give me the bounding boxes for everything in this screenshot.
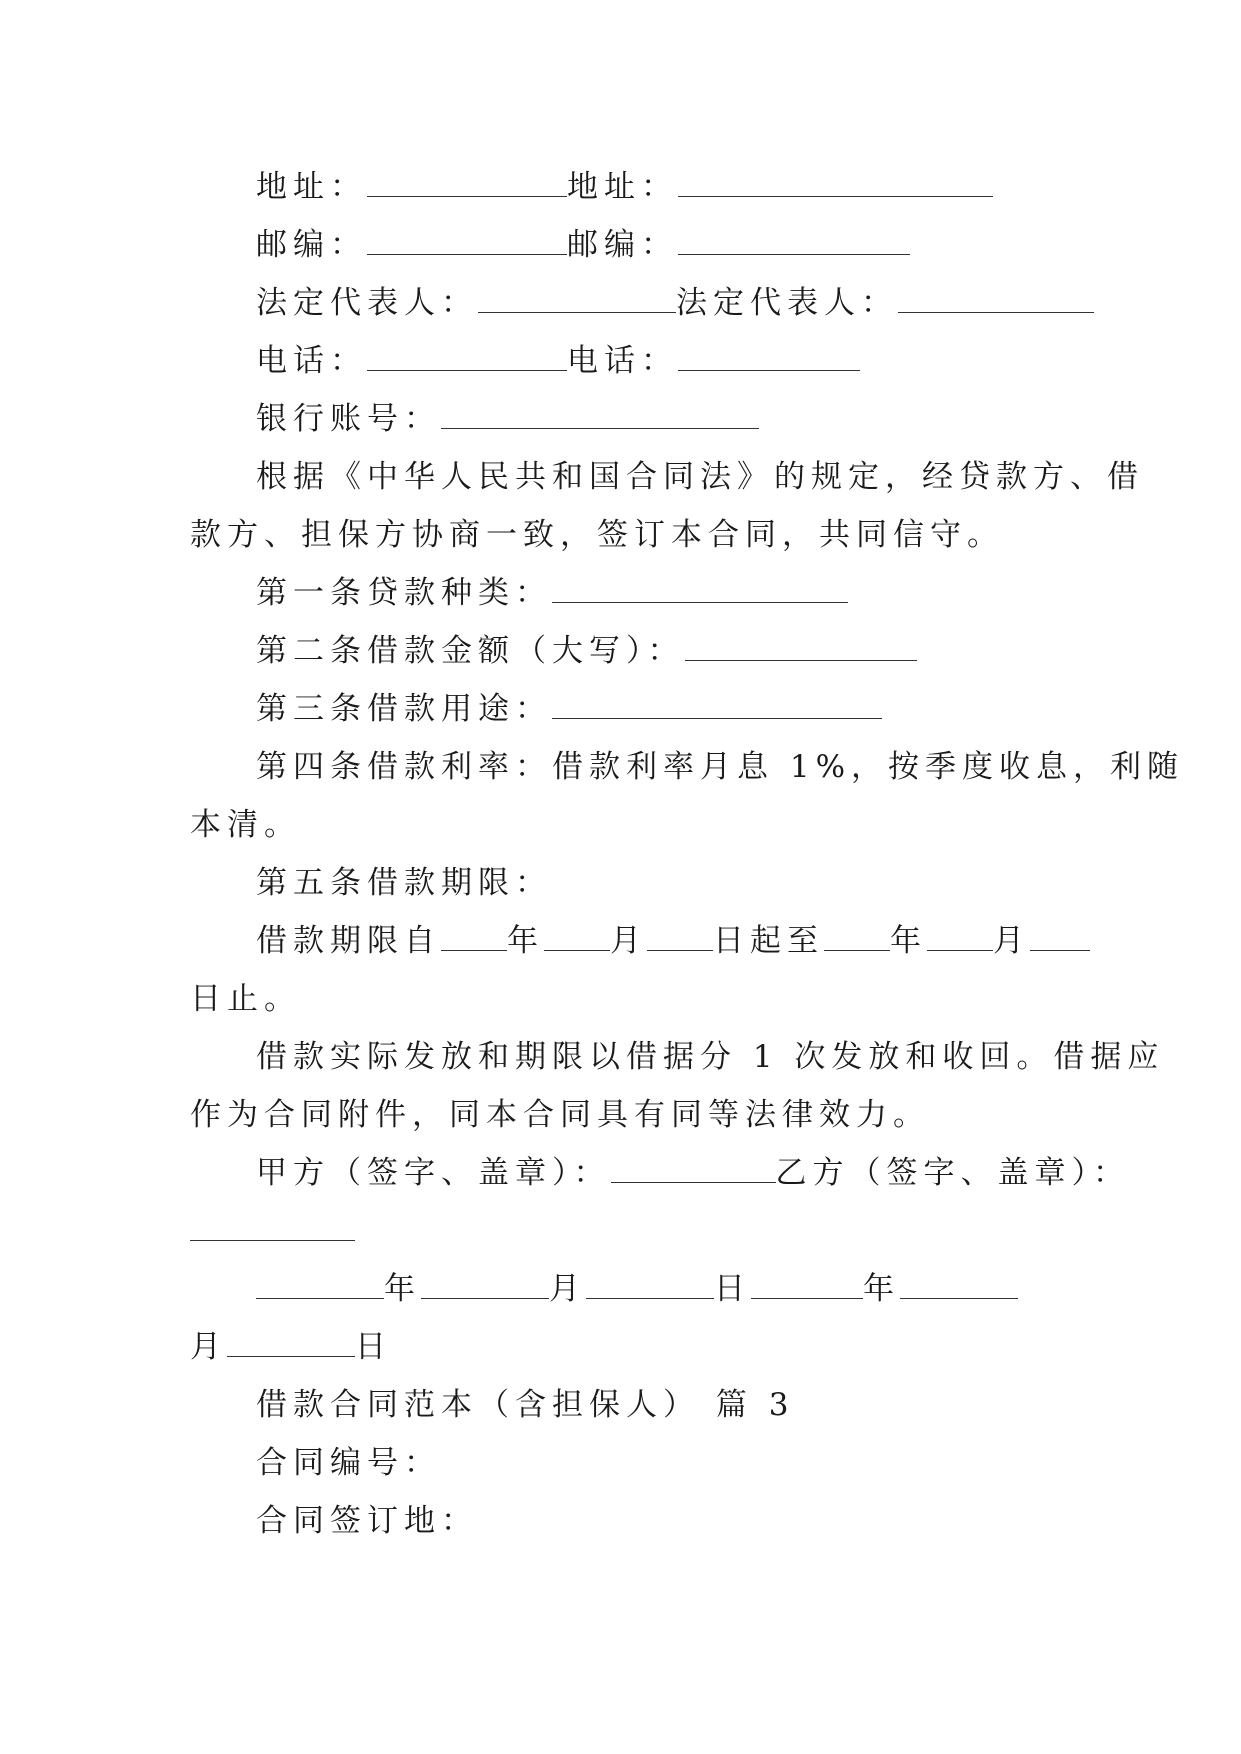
borrower-postcode-label: 邮编： [567, 227, 678, 263]
bank-account-row [256, 399, 759, 439]
borrower-address-blank [678, 168, 993, 197]
phone-row [256, 341, 860, 381]
term-from-label: 借款期限自 [256, 923, 441, 959]
a-month-blank [421, 1270, 549, 1299]
lender-address-label: 地址： [256, 169, 367, 205]
year-label: 年 [890, 923, 927, 959]
address-row [256, 167, 993, 207]
loan-amount-blank [685, 632, 917, 661]
loan-term-end: 日止。 [190, 981, 301, 1017]
year-label: 年 [384, 1271, 421, 1307]
borrower-phone-blank [678, 342, 860, 371]
lender-address-blank [367, 168, 567, 197]
article-4-line-2: 本清。 [190, 807, 301, 843]
party-b-signature-blank [190, 1212, 355, 1241]
borrower-legal-rep-label: 法定代表人： [676, 285, 898, 321]
day-label: 日 [714, 1271, 751, 1307]
day-to-label: 日起至 [713, 923, 824, 959]
loan-purpose-blank [552, 690, 882, 719]
borrower-address-label: 地址： [567, 169, 678, 205]
preamble-line-1: 根据《中华人民共和国合同法》的规定，经贷款方、借 [256, 459, 1144, 495]
year-label: 年 [863, 1271, 900, 1307]
month-label: 月 [549, 1271, 586, 1307]
loan-term-row [256, 921, 1090, 961]
lender-postcode-blank [367, 226, 567, 255]
signature-row [256, 1153, 1130, 1193]
loan-type-blank [552, 574, 848, 603]
from-day-blank [647, 922, 713, 951]
lender-postcode-label: 邮编： [256, 227, 367, 263]
signing-date-row [256, 1269, 1018, 1309]
lender-phone-blank [367, 342, 567, 371]
signing-date-row-2 [190, 1327, 392, 1367]
bank-account-blank [441, 400, 759, 429]
article-2-label: 第二条借款金额（大写）： [256, 633, 685, 669]
to-year-blank [824, 922, 890, 951]
disbursement-line-1: 借款实际发放和期限以借据分 1 次发放和收回。借据应 [256, 1039, 1165, 1075]
article-1 [256, 573, 848, 613]
month-label: 月 [993, 923, 1030, 959]
party-a-signature-label: 甲方（签字、盖章）： [256, 1155, 611, 1191]
from-month-blank [544, 922, 610, 951]
party-b-signature-label: 乙方（签字、盖章）： [775, 1155, 1130, 1191]
month-label: 月 [190, 1329, 227, 1365]
article-1-label: 第一条贷款种类： [256, 575, 552, 611]
day-label: 日 [355, 1329, 392, 1365]
section-title: 借款合同范本（含担保人） 篇 3 [256, 1387, 795, 1423]
article-4-line-1: 第四条借款利率：借款利率月息 1%，按季度收息，利随 [256, 749, 1185, 785]
disbursement-line-2: 作为合同附件，同本合同具有同等法律效力。 [190, 1097, 930, 1133]
article-5: 第五条借款期限： [256, 865, 552, 901]
article-3-label: 第三条借款用途： [256, 691, 552, 727]
month-label: 月 [610, 923, 647, 959]
borrower-legal-rep-blank [898, 284, 1094, 313]
party-a-signature-blank [611, 1154, 776, 1183]
article-2 [256, 631, 917, 671]
legal-rep-row [256, 283, 1094, 323]
borrower-postcode-blank [678, 226, 910, 255]
b-month-blank-start [900, 1270, 1018, 1299]
year-label: 年 [507, 923, 544, 959]
signing-place-label: 合同签订地： [256, 1503, 478, 1539]
lender-legal-rep-blank [478, 284, 676, 313]
borrower-phone-label: 电话： [567, 343, 678, 379]
b-day-blank [227, 1328, 355, 1357]
lender-phone-label: 电话： [256, 343, 367, 379]
bank-account-label: 银行账号： [256, 401, 441, 437]
article-3 [256, 689, 882, 729]
contract-number-label: 合同编号： [256, 1445, 441, 1481]
postcode-row [256, 225, 910, 265]
to-month-blank [927, 922, 993, 951]
preamble-line-2: 款方、担保方协商一致，签订本合同，共同信守。 [190, 517, 1004, 553]
a-year-blank [256, 1270, 384, 1299]
lender-legal-rep-label: 法定代表人： [256, 285, 478, 321]
to-day-blank [1030, 922, 1090, 951]
a-day-blank [586, 1270, 714, 1299]
party-b-signature-line [190, 1211, 355, 1251]
from-year-blank [441, 922, 507, 951]
b-year-blank [751, 1270, 863, 1299]
